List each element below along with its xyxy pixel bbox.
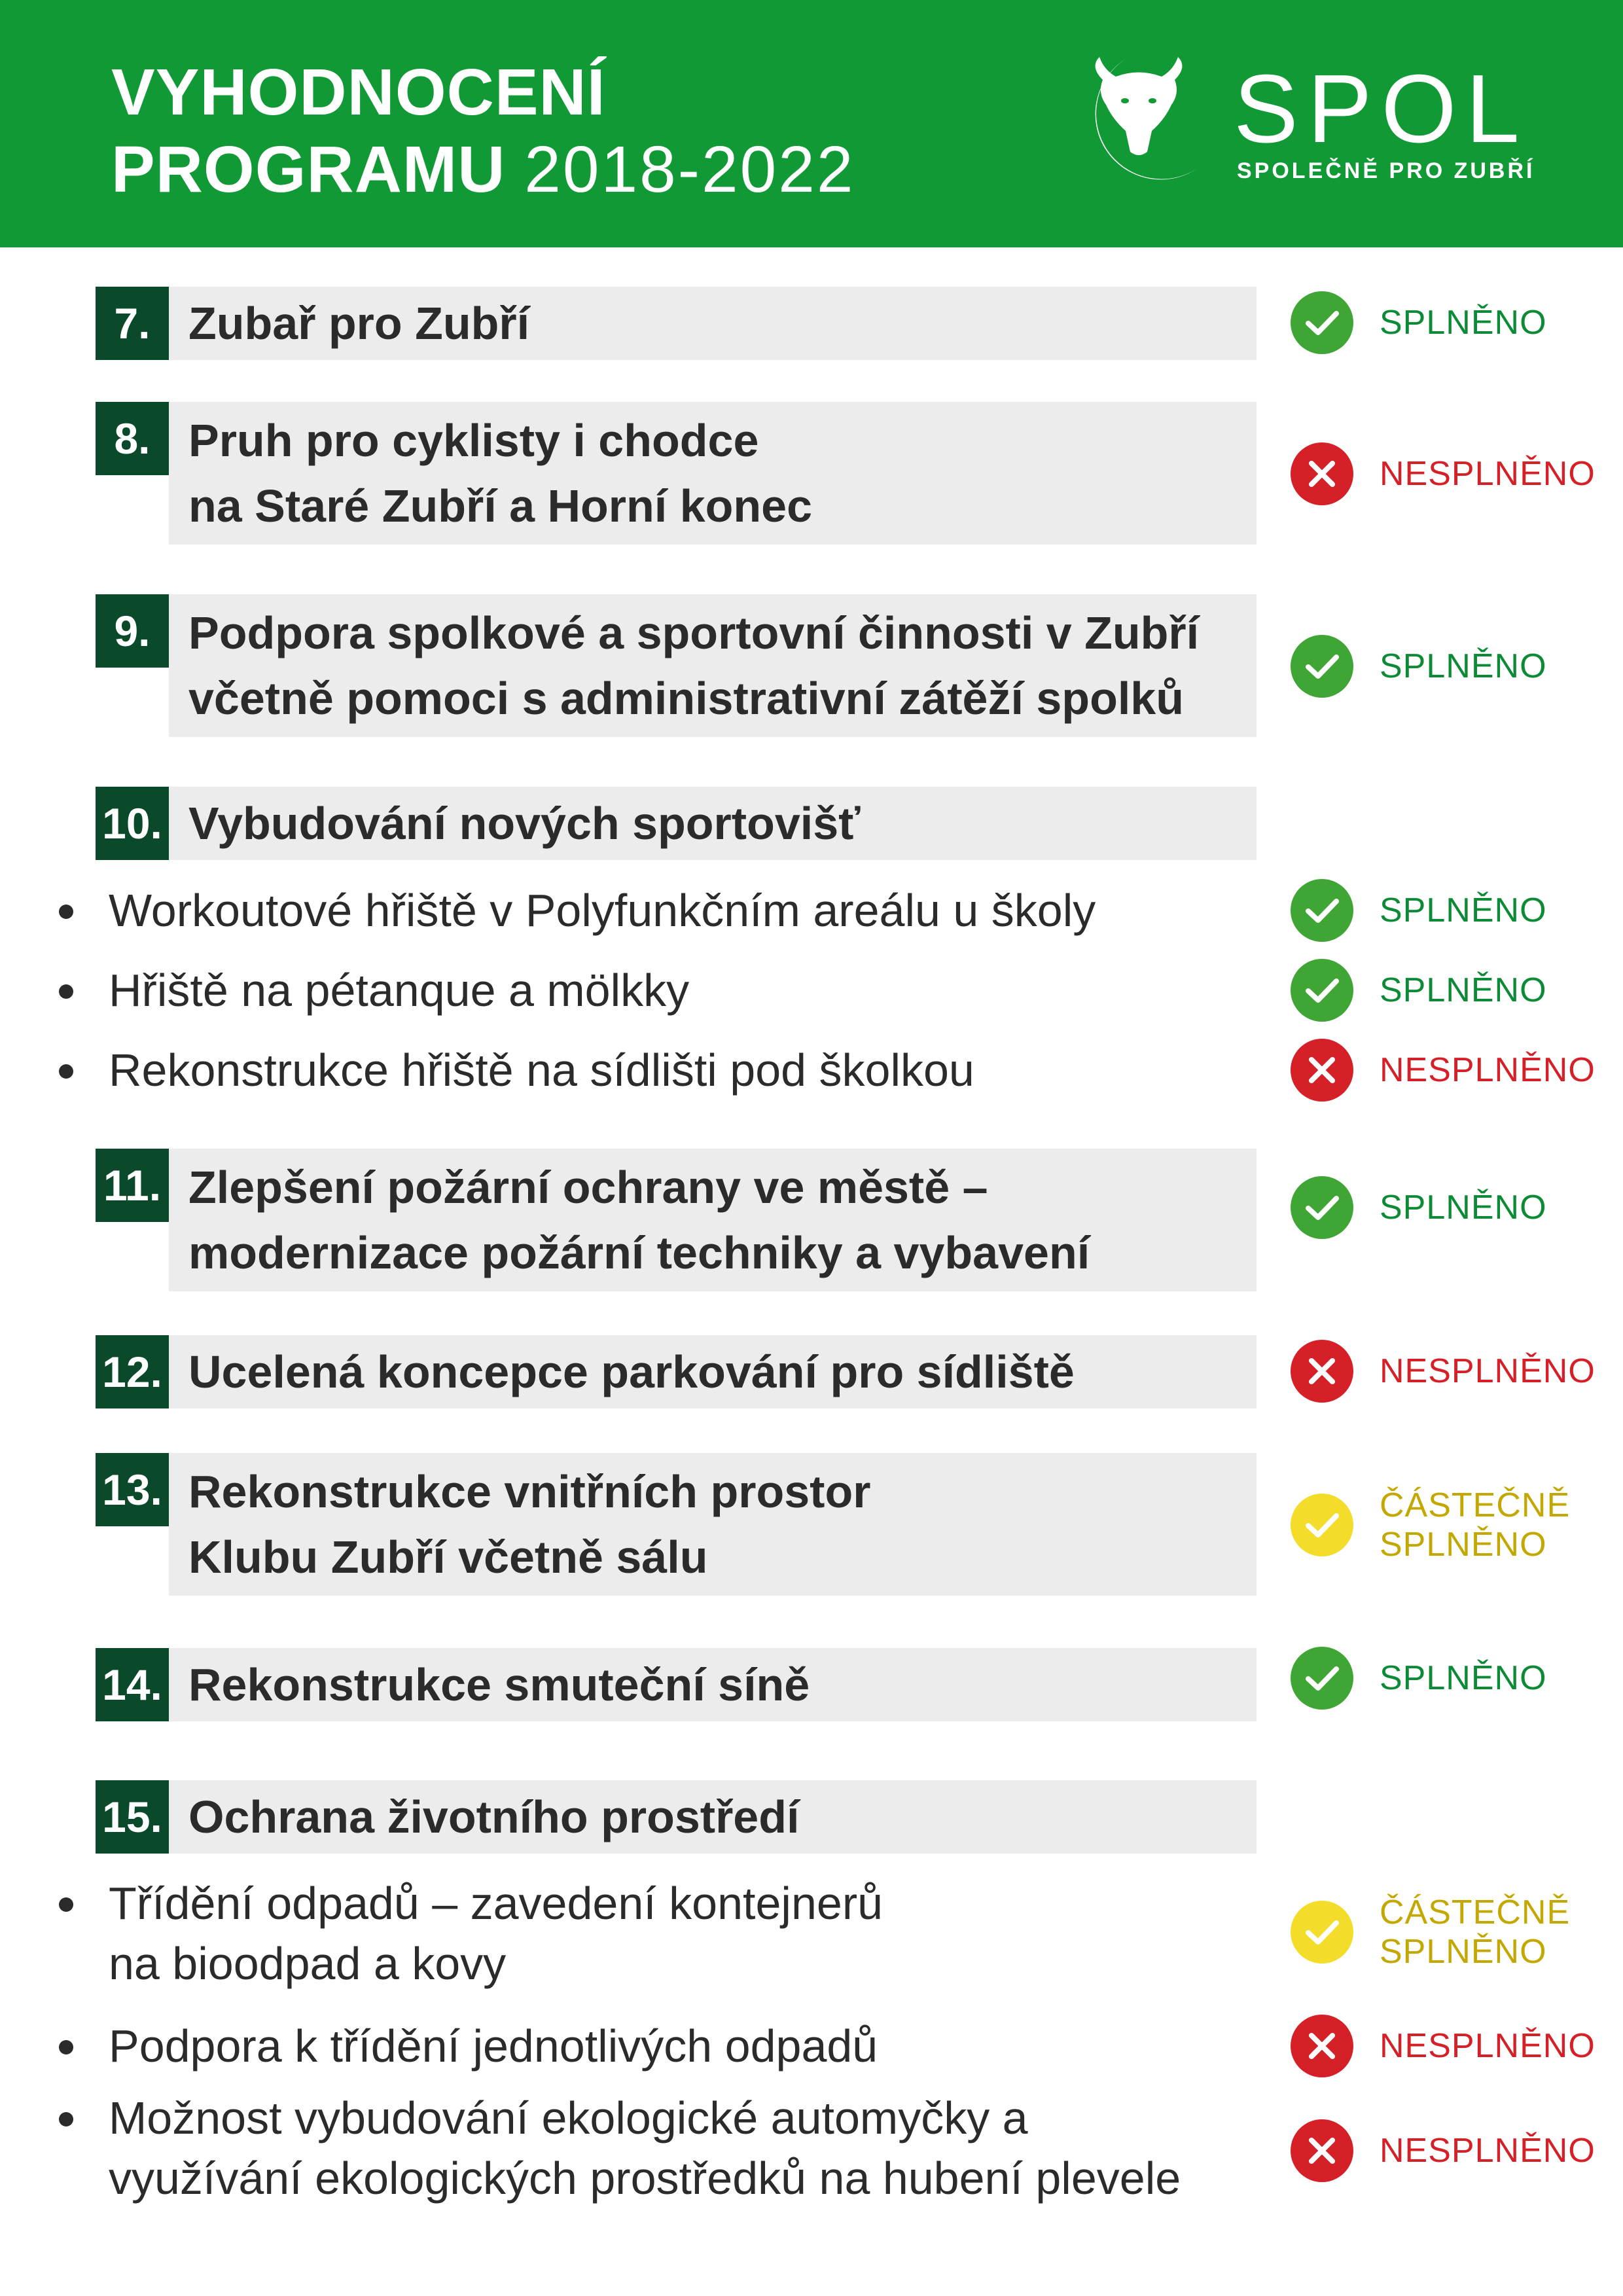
- check-icon: [1291, 291, 1353, 354]
- item-10-sub-2: [0, 960, 1623, 1026]
- item-number: 12.: [96, 1335, 169, 1408]
- item-title: [169, 402, 1257, 545]
- cross-icon: [1291, 2119, 1353, 2182]
- item-13: [0, 1453, 1623, 1596]
- list-item-text: Možnost vybudování ekologické automyčky a: [109, 2092, 1028, 2144]
- bullet-icon: [59, 2112, 73, 2126]
- item-title-line: Rekonstrukce vnitřních prostor: [188, 1466, 871, 1517]
- list-item-text: Hřiště na pétanque a mölkky: [109, 965, 690, 1016]
- item-number: 14.: [96, 1648, 169, 1721]
- status-label: NESPLNĚNO: [1380, 455, 1596, 493]
- item-8: [0, 402, 1623, 545]
- title-line-1: VYHODNOCENÍ: [111, 56, 606, 129]
- list-item-text: Workoutové hřiště v Polyfunkčním areálu u školy: [109, 885, 1096, 936]
- bullet-icon: [59, 984, 73, 999]
- item-title: [169, 594, 1257, 737]
- title-years: 2018-2022: [524, 133, 855, 206]
- list-item-text: Podpora k třídění jednotlivých odpadů: [109, 2020, 878, 2072]
- status-label-line-1: ČÁSTEČNĚ: [1380, 1486, 1571, 1524]
- page-title: [111, 54, 855, 208]
- cross-icon: [1291, 2015, 1353, 2077]
- status-label: NESPLNĚNO: [1380, 1352, 1596, 1390]
- logo-name: SPOL: [1234, 55, 1529, 163]
- item-title-line: Podpora spolkové a sportovní činnosti v Zubří: [188, 607, 1200, 658]
- status-label: SPLNĚNO: [1380, 1659, 1547, 1697]
- bullet-icon: [59, 905, 73, 919]
- item-number: 13.: [96, 1453, 169, 1526]
- item-15-sub-2: [0, 2016, 1623, 2081]
- item-11: [0, 1149, 1623, 1291]
- status-label: NESPLNĚNO: [1380, 1051, 1596, 1089]
- item-title-line: Zubař pro Zubří: [188, 298, 530, 349]
- item-title-line: Ochrana životního prostředí: [188, 1791, 800, 1842]
- status-label: SPLNĚNO: [1380, 304, 1547, 342]
- item-15: [0, 1780, 1623, 1854]
- bullet-icon: [59, 1897, 73, 1912]
- item-title-line: Rekonstrukce smuteční síně: [188, 1659, 810, 1710]
- list-item-text: Třídění odpadů – zavedení kontejnerů: [109, 1878, 883, 1929]
- bison-head-icon: [1063, 54, 1214, 198]
- item-14: [0, 1648, 1623, 1721]
- item-number: 10.: [96, 787, 169, 860]
- status-label: SPLNĚNO: [1380, 1189, 1547, 1227]
- bullet-icon: [59, 1064, 73, 1079]
- check-icon: [1291, 879, 1353, 942]
- check-icon: [1291, 635, 1353, 698]
- status-label: SPLNĚNO: [1380, 971, 1547, 1009]
- check-icon: [1291, 1494, 1353, 1556]
- check-icon: [1291, 1901, 1353, 1964]
- item-number: 11.: [96, 1149, 169, 1222]
- item-9: [0, 594, 1623, 737]
- item-title: [169, 287, 1257, 360]
- list-item-text: Rekonstrukce hřiště na sídlišti pod školkou: [109, 1045, 974, 1096]
- item-number: 9.: [96, 594, 169, 668]
- item-title-line: Zlepšení požární ochrany ve městě –: [188, 1162, 988, 1213]
- item-title: [169, 1780, 1257, 1854]
- item-title: [169, 1335, 1257, 1408]
- item-number: 7.: [96, 287, 169, 360]
- item-title-line: Klubu Zubří včetně sálu: [188, 1532, 708, 1583]
- item-10-sub-3: [0, 1040, 1623, 1105]
- status-label-line-2: SPLNĚNO: [1380, 1526, 1547, 1564]
- item-15-sub-3: [0, 2088, 1623, 2212]
- status-label-line-1: ČÁSTEČNĚ: [1380, 1893, 1571, 1931]
- status-label: SPLNĚNO: [1380, 891, 1547, 929]
- item-title-line: Pruh pro cyklisty i chodce: [188, 415, 759, 466]
- check-icon: [1291, 1176, 1353, 1239]
- item-number: 15.: [96, 1780, 169, 1854]
- status-label: SPLNĚNO: [1380, 647, 1547, 685]
- item-title: [169, 787, 1257, 860]
- list-item-text: využívání ekologických prostředků na hubení plevele: [109, 2153, 1181, 2204]
- cross-icon: [1291, 1340, 1353, 1403]
- item-12: [0, 1335, 1623, 1408]
- item-title: [169, 1149, 1257, 1291]
- status-label: NESPLNĚNO: [1380, 2027, 1596, 2065]
- item-7: [0, 287, 1623, 360]
- check-icon: [1291, 1647, 1353, 1710]
- item-number: 8.: [96, 402, 169, 475]
- status-label-line-2: SPLNĚNO: [1380, 1933, 1547, 1971]
- cross-icon: [1291, 442, 1353, 505]
- status-label: NESPLNĚNO: [1380, 2132, 1596, 2170]
- item-title: [169, 1648, 1257, 1721]
- item-10-sub-1: [0, 880, 1623, 946]
- title-line-2-bold: PROGRAMU: [111, 133, 506, 206]
- logo-subtitle: SPOLEČNĚ PRO ZUBŘÍ: [1237, 158, 1535, 183]
- item-title-line: včetně pomoci s administrativní zátěží spolků: [188, 673, 1184, 724]
- item-title-line: na Staré Zubří a Horní konec: [188, 480, 812, 531]
- item-15-sub-1: [0, 1873, 1623, 1998]
- item-10: [0, 787, 1623, 860]
- check-icon: [1291, 959, 1353, 1022]
- item-title-line: modernizace požární techniky a vybavení: [188, 1227, 1090, 1278]
- item-title: [169, 1453, 1257, 1596]
- header-banner: [0, 0, 1623, 247]
- bullet-icon: [59, 2040, 73, 2054]
- list-item-text: na bioodpad a kovy: [109, 1938, 507, 1989]
- item-title-line: Ucelená koncepce parkování pro sídliště: [188, 1346, 1075, 1397]
- cross-icon: [1291, 1039, 1353, 1102]
- item-title-line: Vybudování nových sportovišť: [188, 798, 861, 849]
